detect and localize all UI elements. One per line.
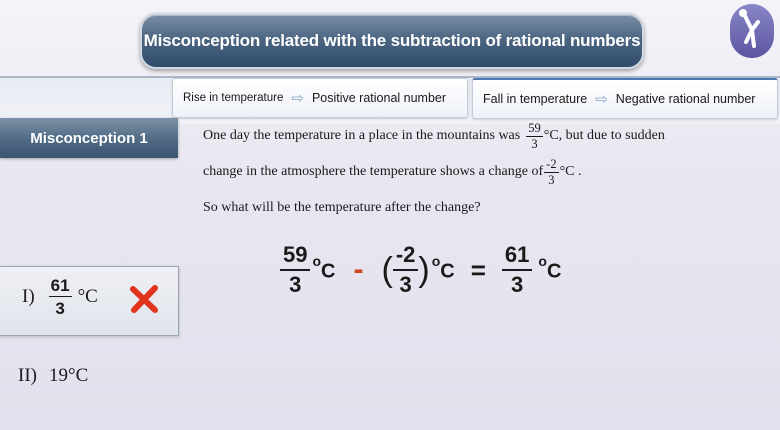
open-paren: ( (381, 250, 393, 289)
fall-meaning: Negative rational number (615, 92, 756, 106)
figure-logo-icon (730, 4, 774, 58)
question-text-2a: change in the atmosphere the temperature shows a change of (203, 164, 544, 179)
question-text-3: So what will be the temperature after the change? (203, 200, 481, 215)
question-line-3 (203, 200, 481, 216)
equals-sign: = (470, 254, 486, 285)
question-line-2 (203, 158, 582, 186)
option-1-content (22, 277, 98, 317)
unit (312, 252, 336, 284)
close-paren: ) (418, 250, 430, 289)
unit-letter: C (546, 260, 562, 283)
option-2[interactable] (18, 365, 88, 387)
fraction (544, 158, 558, 186)
rise-meaning: Positive rational number (311, 91, 447, 105)
degree-symbol: o (538, 252, 547, 269)
fraction (526, 122, 543, 150)
equation (280, 240, 561, 300)
arrow-right-icon: ⇨ (595, 90, 608, 108)
numerator: 59 (280, 244, 310, 271)
unit-letter: C (440, 260, 455, 283)
numerator: 61 (50, 276, 70, 295)
numerator: -2 (546, 157, 557, 171)
numerator: 61 (502, 244, 532, 271)
unit (431, 252, 455, 284)
rise-label: Rise in temperature (183, 92, 284, 104)
question-text-1a: One day the temperature in a place in the mountains was (203, 128, 521, 143)
fall-tag (472, 78, 778, 119)
fraction-61-3 (502, 244, 532, 296)
question-text-2b: °C . (559, 164, 582, 179)
option-value: 19°C (48, 365, 89, 386)
rise-tag (172, 78, 468, 118)
arrow-right-icon: ⇨ (291, 89, 304, 107)
numerator: 59 (528, 121, 541, 135)
numerator: -2 (393, 244, 419, 271)
degree-symbol: o (431, 252, 441, 269)
misconception-label: Misconception 1 (0, 118, 178, 158)
denominator: 3 (289, 272, 302, 297)
unit (538, 252, 562, 284)
option-fraction (49, 277, 72, 317)
denominator: 3 (548, 172, 555, 187)
question-line-1 (203, 122, 665, 150)
fraction-neg2-3 (393, 244, 419, 296)
option-label: II) (18, 365, 37, 386)
wrong-cross-icon (128, 283, 160, 315)
logo (730, 4, 774, 58)
question-text-1b: °C, but due to sudden (543, 128, 665, 143)
denominator: 3 (55, 299, 65, 318)
degree-symbol: o (312, 252, 322, 269)
unit-letter: C (321, 260, 336, 283)
denominator: 3 (511, 272, 524, 297)
option-1[interactable] (0, 266, 179, 336)
denominator: 3 (531, 136, 538, 151)
fraction-59-3 (280, 244, 310, 296)
denominator: 3 (399, 272, 412, 297)
minus-sign: - (353, 253, 364, 286)
option-label: I) (22, 286, 35, 307)
fall-label: Fall in temperature (483, 92, 588, 106)
option-unit: °C (77, 286, 98, 307)
page-title: Misconception related with the subtraction of rational numbers (140, 13, 644, 69)
